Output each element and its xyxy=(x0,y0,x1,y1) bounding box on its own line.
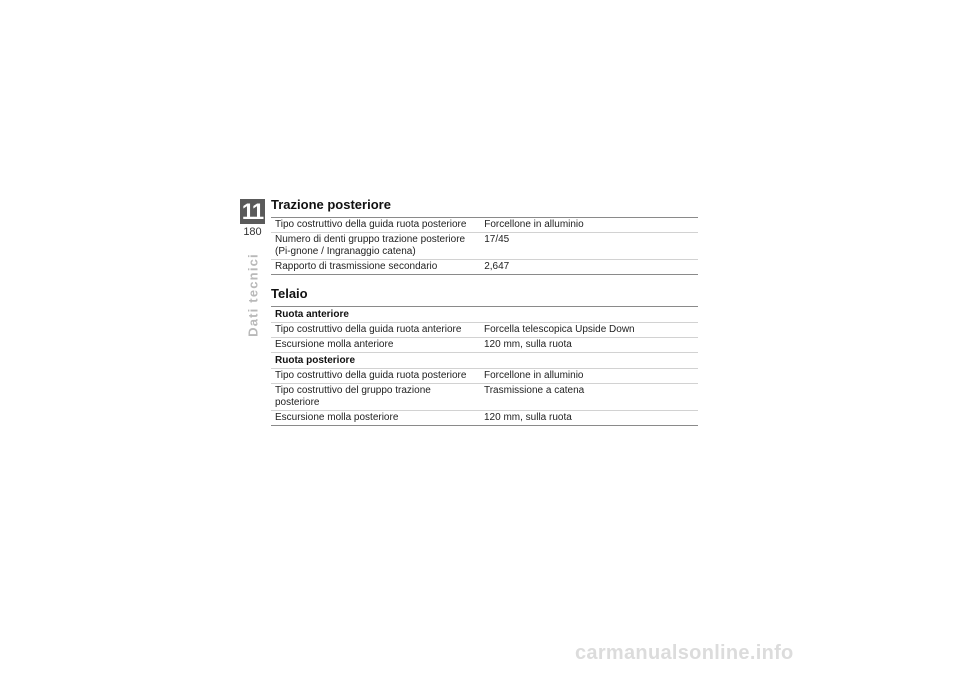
spec-label: Tipo costruttivo della guida ruota posteriore xyxy=(271,218,480,233)
spec-table-frame xyxy=(271,306,698,426)
spec-label: Tipo costruttivo della guida ruota anteriore xyxy=(271,323,480,338)
spec-value: 2,647 xyxy=(484,261,510,272)
table-row xyxy=(271,338,698,353)
spec-label: Rapporto di trasmissione secondario xyxy=(275,261,438,272)
spec-table-rear-drive xyxy=(271,217,698,275)
table-row xyxy=(271,323,698,338)
chapter-number-tab: 11 xyxy=(241,199,264,224)
table-row xyxy=(271,384,698,411)
table-row xyxy=(271,233,698,260)
group-heading-front-wheel: Ruota anteriore xyxy=(271,307,698,323)
group-heading-row xyxy=(271,307,698,323)
page-number: 180 xyxy=(243,226,262,238)
spec-label: Tipo costruttivo della guida ruota posteriore xyxy=(271,369,480,384)
spec-value: Forcellone in alluminio xyxy=(480,369,698,384)
table-row xyxy=(271,411,698,426)
spec-label: Escursione molla anteriore xyxy=(271,338,480,353)
section-title-rear-drive: Trazione posteriore xyxy=(271,197,391,212)
group-heading-row xyxy=(271,353,698,369)
spec-value: 120 mm, sulla ruota xyxy=(483,412,572,423)
table-row xyxy=(271,218,698,233)
spec-value: 17/45 xyxy=(480,233,698,260)
side-tab-title: Dati tecnici xyxy=(245,253,261,337)
spec-value: Forcella telescopica Upside Down xyxy=(480,323,698,338)
spec-value: 120 mm, sulla ruota xyxy=(480,338,698,353)
section-title-frame: Telaio xyxy=(271,286,308,301)
watermark: carmanualsonline.info xyxy=(575,642,794,664)
spec-value: Trasmissione a catena xyxy=(480,384,698,411)
group-heading-rear-wheel: Ruota posteriore xyxy=(271,353,698,369)
table-row xyxy=(271,260,698,275)
spec-label: Numero di denti gruppo trazione posteriore (Pi-gnone / Ingranaggio catena) xyxy=(271,233,480,260)
table-row xyxy=(271,369,698,384)
spec-value: Forcellone in alluminio xyxy=(480,218,698,233)
spec-label: Escursione molla posteriore xyxy=(275,412,399,423)
page-content xyxy=(271,195,698,426)
spec-label: Tipo costruttivo del gruppo trazione posteriore xyxy=(271,384,480,411)
